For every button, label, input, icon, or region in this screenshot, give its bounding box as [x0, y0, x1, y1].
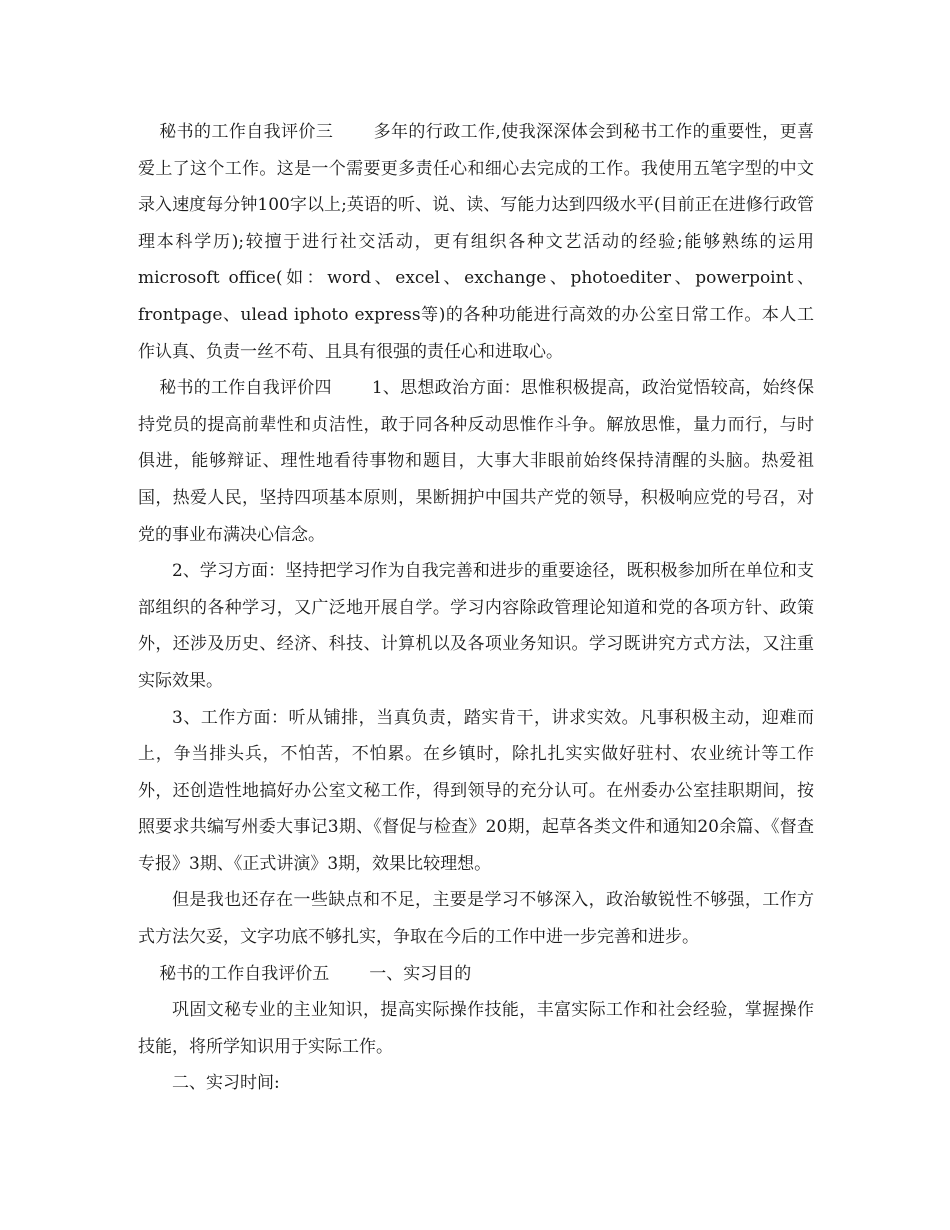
section-5-purpose-body: 巩固文秘专业的主业知识，提高实际操作技能，丰富实际工作和社会经验，掌握操作技能，将所学知识用于实际工作。: [138, 1000, 814, 1057]
section-5-heading-time: 二、实习时间:: [172, 1073, 280, 1094]
section-4-study: 2、学习方面：坚持把学习作为自我完善和进步的重要途径，既积极参加所在单位和支部组织的各种学习，又广泛地开展自学。学习内容除政管理论知道和党的各项方针、政策外，还涉及历史、经济、科技、计算机以及各项业务知识。学习既讲究方式方法，又注重实际效果。: [138, 561, 814, 691]
section-4: [138, 370, 814, 553]
section-4-title: 秘书的工作自我评价四: [159, 378, 332, 399]
section-5-heading-purpose: 一、实习目的: [369, 963, 472, 984]
section-3-body: 多年的行政工作,使我深深体会到秘书工作的重要性，更喜爱上了这个工作。这是一个需要更多责任心和细心去完成的工作。我使用五笔字型的中文录入速度每分钟100字以上;英语的听、说、读、写能力达到四级水平(目前正在进修行政管理本科学历);较擅于进行社交活动，更有组织各种文艺活动的经验;能够熟练的运用microsoft office(如：word、excel、exchange、photoediter、powerpoint、frontpage、ulead iphoto express等)的各种功能进行高效的办公室日常工作。本人工作认真、负责一丝不苟、且具有很强的责任心和进取心。: [138, 122, 814, 362]
section-5-title: 秘书的工作自我评价五: [159, 963, 330, 984]
section-4-work: 3、工作方面：听从铺排，当真负责，踏实肯干，讲求实效。凡事积极主动，迎难而上，争当排头兵，不怕苦，不怕累。在乡镇时，除扎扎实实做好驻村、农业统计等工作外，还创造性地搞好办公室文秘工作，得到领导的充分认可。在州委办公室挂职期间，按照要求共编写州委大事记3期、《督促与检查》20期，起草各类文件和通知20余篇、《督查专报》3期、《正式讲演》3期，效果比较理想。: [138, 707, 814, 874]
section-4-politics: 1、思想政治方面：思惟积极提高，政治觉悟较高，始终保持党员的提高前辈性和贞洁性，敢于同各种反动思惟作斗争。解放思惟，量力而行，与时俱进，能够辩证、理性地看待事物和题目，大事大非眼前始终保持清醒的头脑。热爱祖国，热爱人民，坚持四项基本原则，果断拥护中国共产党的领导，积极响应党的号召，对党的事业布满决心信念。: [138, 378, 815, 545]
document-page: [138, 114, 814, 1102]
section-5: [138, 956, 814, 993]
section-3-title: 秘书的工作自我评价三: [159, 122, 334, 142]
section-3: [138, 114, 814, 370]
section-4-shortcomings: 但是我也还存在一些缺点和不足，主要是学习不够深入，政治敏锐性不够强，工作方式方法欠妥，文字功底不够扎实，争取在今后的工作中进一步完善和进步。: [138, 890, 814, 948]
